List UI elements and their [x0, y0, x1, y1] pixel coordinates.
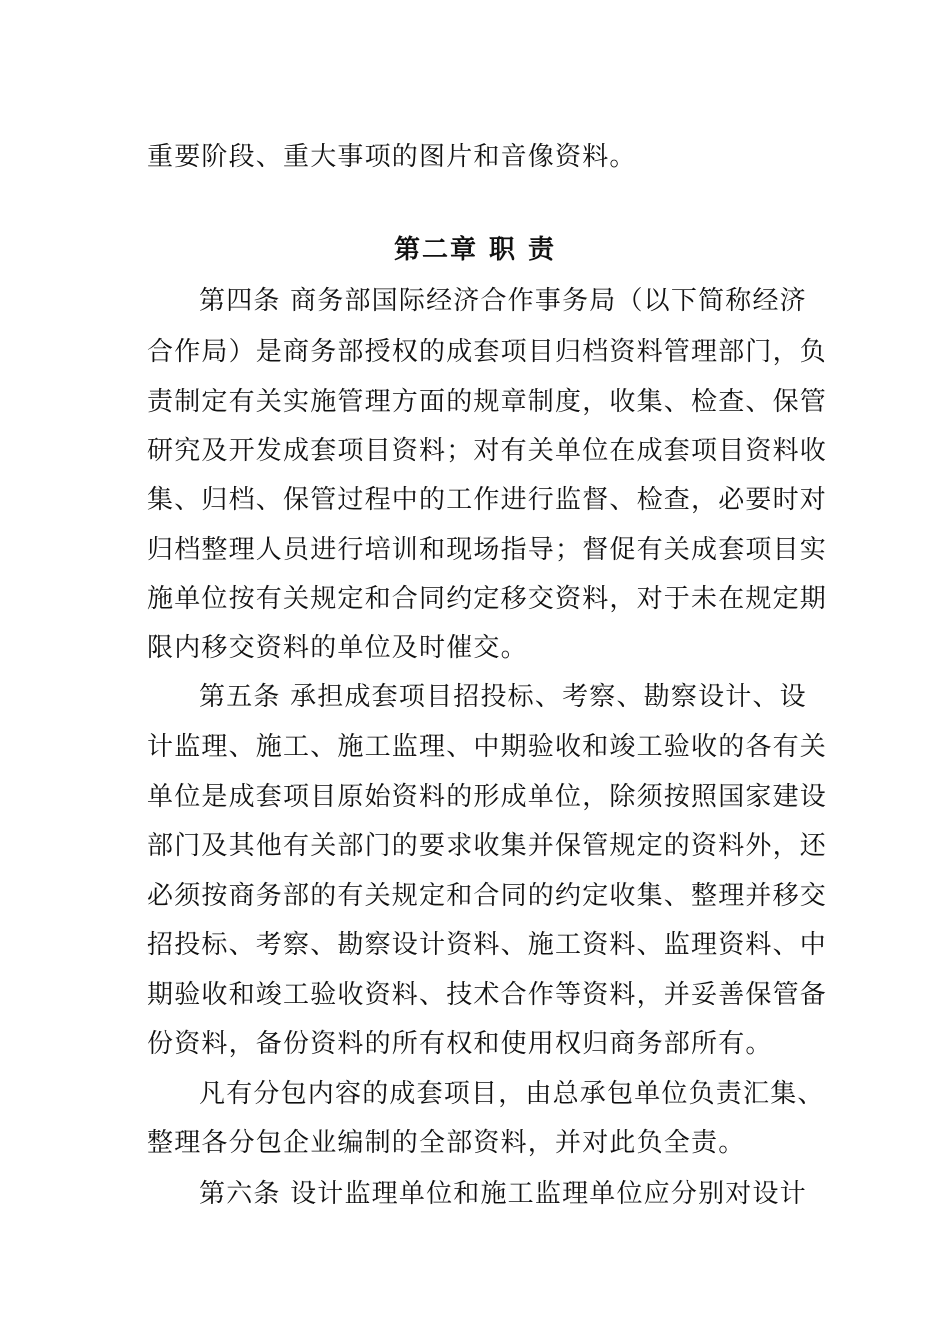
article-4-line: 施单位按有关规定和合同约定移交资料，对于未在规定期	[147, 584, 828, 614]
continuation-line: 重要阶段、重大事项的图片和音像资料。	[147, 142, 637, 172]
chapter-title: 第二章 职 责	[393, 235, 557, 265]
article-4-line: 集、归档、保管过程中的工作进行监督、检查，必要时对	[147, 485, 828, 515]
subcontract-line: 整理各分包企业编制的全部资料，并对此负全责。	[147, 1128, 746, 1158]
article-4-line: 责制定有关实施管理方面的规章制度，收集、检查、保管	[147, 387, 828, 417]
article-5-line: 部门及其他有关部门的要求收集并保管规定的资料外，还	[147, 831, 828, 861]
article-4-line: 限内移交资料的单位及时催交。	[147, 633, 528, 663]
article-4-line: 合作局）是商务部授权的成套项目归档资料管理部门，负	[147, 337, 828, 367]
article-5-line: 招投标、考察、勘察设计资料、施工资料、监理资料、中	[147, 930, 828, 960]
article-5-line: 计监理、施工、施工监理、中期验收和竣工验收的各有关	[147, 732, 828, 762]
article-4-line: 归档整理人员进行培训和现场指导；督促有关成套项目实	[147, 535, 828, 565]
article-5-line: 必须按商务部的有关规定和合同的约定收集、整理并移交	[147, 881, 828, 911]
article-4-line: 第四条 商务部国际经济合作事务局（以下简称经济	[199, 286, 807, 316]
subcontract-line: 凡有分包内容的成套项目，由总承包单位负责汇集、	[199, 1079, 825, 1109]
article-5-line: 份资料，备份资料的所有权和使用权归商务部所有。	[147, 1029, 773, 1059]
article-4-line: 研究及开发成套项目资料；对有关单位在成套项目资料收	[147, 436, 828, 466]
article-5-line: 第五条 承担成套项目招投标、考察、勘察设计、设	[199, 682, 807, 712]
article-6-line: 第六条 设计监理单位和施工监理单位应分别对设计	[199, 1179, 807, 1209]
article-5-line: 单位是成套项目原始资料的形成单位，除须按照国家建设	[147, 782, 828, 812]
article-5-line: 期验收和竣工验收资料、技术合作等资料，并妥善保管备	[147, 980, 828, 1010]
